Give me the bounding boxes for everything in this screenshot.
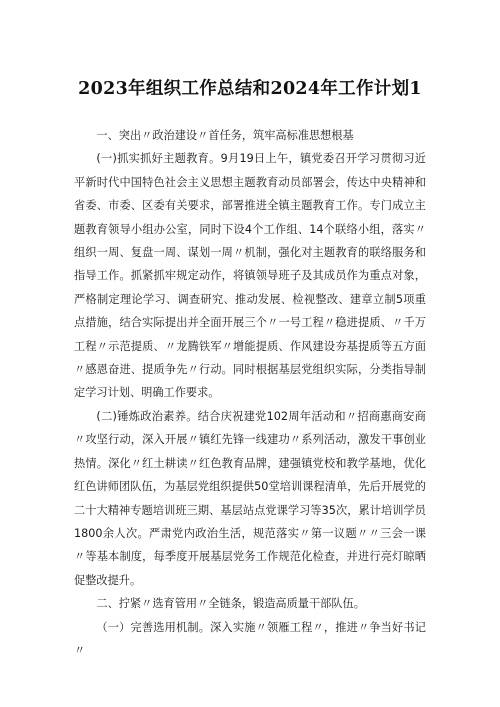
paragraph-selection-mechanism: （一）完善选用机制。深入实施〃领雁工程〃，推进〃争当好书记〃 (74, 620, 426, 657)
document-title: 2023年组织工作总结和2024年工作计划1 (78, 79, 422, 99)
paragraph-political-literacy: (二)锤炼政治素养。结合庆祝建党102周年活动和〃招商惠商安商〃攻坚行动，深入开展〃镇红先锋一线建功〃系列活动，激发干事创业热情。深化〃红土耕读〃红色教育品牌，建强镇党校和教学基地，优化红色讲师团队伍，为基层党组织提供50堂培训课程清单，先后开展党的二十大精神专题培训班三期、基层站点党课学习等35次，累计培训学员1800余人次。严肃党内政治生活，规范落实〃第一议题〃〃三会一课〃等基本制度，每季度开展基层党务工作规范化检查，并进行亮灯晾晒促整改提升。 (74, 409, 426, 587)
paragraph-theme-education: (一)抓实抓好主题教育。9月19日上午，镇党委召开学习贯彻习近平新时代中国特色社会主义思想主题教育动员部署会，传达中央精神和省委、市委、区委有关要求，部署推进全镇主题教育工作。专门成立主题教育领导小组办公室，同时下设4个工作组、14个联络小组，落实〃组织一周、复盘一周、谋划一周〃机制，强化对主题教育的联络服务和指导工作。抓紧抓牢规定动作，将镇领导班子及其成员作为重点对象，严格制定理论学习、调查研究、推动发展、检视整改、建章立制5项重点措施，结合实际提出并全面开展三个〃一号工程〃稳进提质、〃千万工程〃示范提质、〃龙腾铁军〃增能提质、作风建设夯基提质等五方面〃感恩奋进、提质争先〃行动。同时根据基层党组织实际，分类指导制定学习计划、明确工作要求。 (74, 152, 426, 400)
document-body (74, 124, 426, 662)
section-heading-1: 一、突出〃政治建设〃首任务，筑牢高标准思想根基 (96, 129, 354, 142)
section-heading-2: 二、拧紧〃选育管用〃全链条，锻造高质量干部队伍。 (96, 597, 365, 611)
